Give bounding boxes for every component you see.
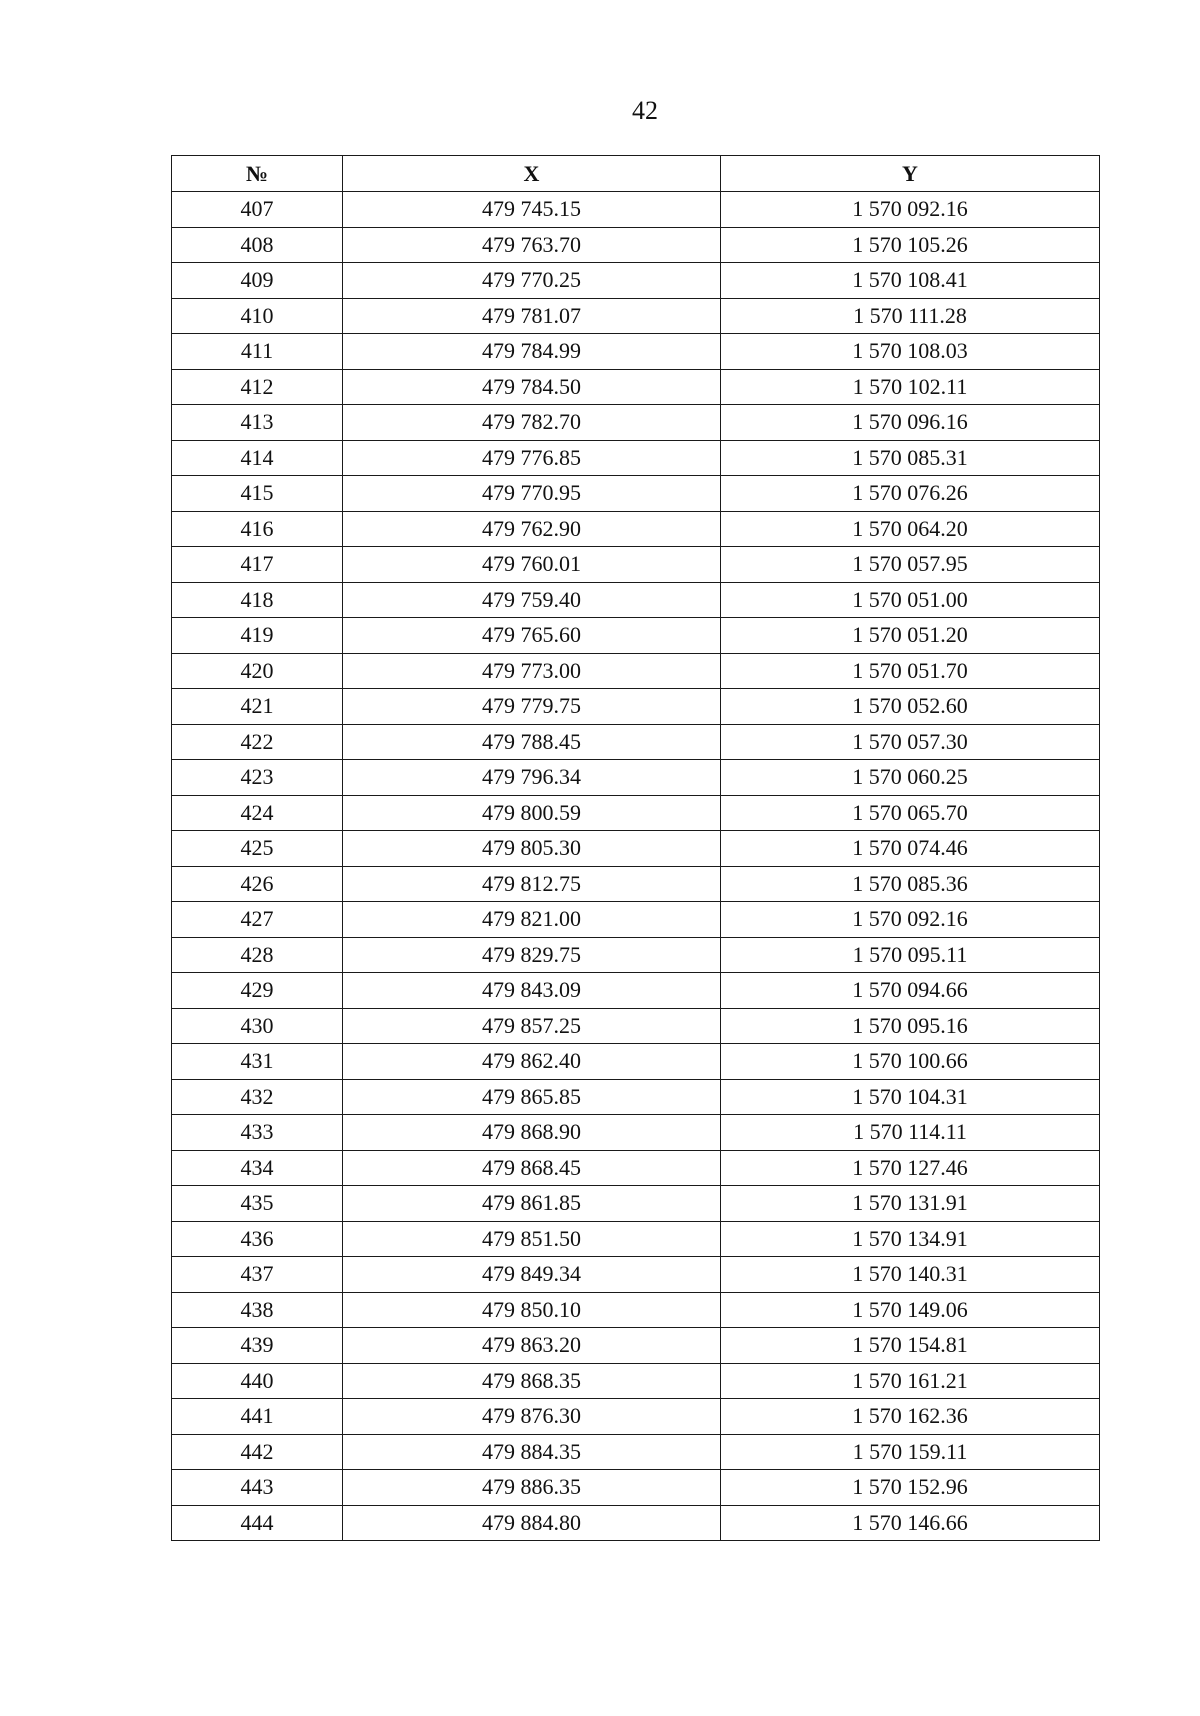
header-y: Y <box>721 156 1100 192</box>
x-coordinate-cell: 479 745.15 <box>343 192 721 228</box>
point-number-cell: 442 <box>172 1434 343 1470</box>
table-row <box>172 405 1100 441</box>
y-coordinate-cell: 1 570 131.91 <box>721 1186 1100 1222</box>
coordinates-table <box>171 155 1100 1541</box>
x-coordinate-cell: 479 849.34 <box>343 1257 721 1293</box>
y-coordinate-cell: 1 570 111.28 <box>721 298 1100 334</box>
x-coordinate-cell: 479 770.25 <box>343 263 721 299</box>
y-coordinate-cell: 1 570 095.16 <box>721 1008 1100 1044</box>
table-row <box>172 1505 1100 1541</box>
y-coordinate-cell: 1 570 146.66 <box>721 1505 1100 1541</box>
x-coordinate-cell: 479 762.90 <box>343 511 721 547</box>
table-row <box>172 1470 1100 1506</box>
table-row <box>172 618 1100 654</box>
table-row <box>172 1079 1100 1115</box>
table-row <box>172 440 1100 476</box>
table-row <box>172 1221 1100 1257</box>
y-coordinate-cell: 1 570 051.70 <box>721 653 1100 689</box>
x-coordinate-cell: 479 763.70 <box>343 227 721 263</box>
x-coordinate-cell: 479 782.70 <box>343 405 721 441</box>
table-row <box>172 937 1100 973</box>
table-row <box>172 973 1100 1009</box>
x-coordinate-cell: 479 851.50 <box>343 1221 721 1257</box>
table-row <box>172 582 1100 618</box>
table-row <box>172 795 1100 831</box>
table-row <box>172 1434 1100 1470</box>
y-coordinate-cell: 1 570 108.41 <box>721 263 1100 299</box>
point-number-cell: 423 <box>172 760 343 796</box>
table-row <box>172 1008 1100 1044</box>
x-coordinate-cell: 479 829.75 <box>343 937 721 973</box>
point-number-cell: 408 <box>172 227 343 263</box>
x-coordinate-cell: 479 784.99 <box>343 334 721 370</box>
table-row <box>172 724 1100 760</box>
point-number-cell: 434 <box>172 1150 343 1186</box>
x-coordinate-cell: 479 884.35 <box>343 1434 721 1470</box>
table-row <box>172 689 1100 725</box>
table-row <box>172 547 1100 583</box>
point-number-cell: 444 <box>172 1505 343 1541</box>
x-coordinate-cell: 479 868.45 <box>343 1150 721 1186</box>
point-number-cell: 419 <box>172 618 343 654</box>
x-coordinate-cell: 479 796.34 <box>343 760 721 796</box>
y-coordinate-cell: 1 570 074.46 <box>721 831 1100 867</box>
x-coordinate-cell: 479 776.85 <box>343 440 721 476</box>
x-coordinate-cell: 479 773.00 <box>343 653 721 689</box>
point-number-cell: 437 <box>172 1257 343 1293</box>
x-coordinate-cell: 479 857.25 <box>343 1008 721 1044</box>
x-coordinate-cell: 479 812.75 <box>343 866 721 902</box>
point-number-cell: 426 <box>172 866 343 902</box>
table-row <box>172 476 1100 512</box>
table-row <box>172 298 1100 334</box>
table-row <box>172 334 1100 370</box>
table-header-row <box>172 156 1100 192</box>
y-coordinate-cell: 1 570 105.26 <box>721 227 1100 263</box>
point-number-cell: 409 <box>172 263 343 299</box>
table-row <box>172 369 1100 405</box>
y-coordinate-cell: 1 570 051.20 <box>721 618 1100 654</box>
point-number-cell: 438 <box>172 1292 343 1328</box>
point-number-cell: 439 <box>172 1328 343 1364</box>
x-coordinate-cell: 479 784.50 <box>343 369 721 405</box>
table-row <box>172 831 1100 867</box>
y-coordinate-cell: 1 570 152.96 <box>721 1470 1100 1506</box>
x-coordinate-cell: 479 868.90 <box>343 1115 721 1151</box>
table-row <box>172 866 1100 902</box>
table-row <box>172 1328 1100 1364</box>
point-number-cell: 433 <box>172 1115 343 1151</box>
y-coordinate-cell: 1 570 162.36 <box>721 1399 1100 1435</box>
table-row <box>172 760 1100 796</box>
y-coordinate-cell: 1 570 108.03 <box>721 334 1100 370</box>
point-number-cell: 431 <box>172 1044 343 1080</box>
y-coordinate-cell: 1 570 085.31 <box>721 440 1100 476</box>
header-x: X <box>343 156 721 192</box>
point-number-cell: 432 <box>172 1079 343 1115</box>
y-coordinate-cell: 1 570 095.11 <box>721 937 1100 973</box>
x-coordinate-cell: 479 821.00 <box>343 902 721 938</box>
header-number: № <box>172 156 343 192</box>
x-coordinate-cell: 479 800.59 <box>343 795 721 831</box>
page-number: 42 <box>632 96 658 125</box>
y-coordinate-cell: 1 570 092.16 <box>721 902 1100 938</box>
point-number-cell: 414 <box>172 440 343 476</box>
y-coordinate-cell: 1 570 092.16 <box>721 192 1100 228</box>
point-number-cell: 436 <box>172 1221 343 1257</box>
x-coordinate-cell: 479 759.40 <box>343 582 721 618</box>
x-coordinate-cell: 479 862.40 <box>343 1044 721 1080</box>
x-coordinate-cell: 479 805.30 <box>343 831 721 867</box>
point-number-cell: 429 <box>172 973 343 1009</box>
point-number-cell: 410 <box>172 298 343 334</box>
x-coordinate-cell: 479 884.80 <box>343 1505 721 1541</box>
point-number-cell: 425 <box>172 831 343 867</box>
y-coordinate-cell: 1 570 102.11 <box>721 369 1100 405</box>
y-coordinate-cell: 1 570 085.36 <box>721 866 1100 902</box>
y-coordinate-cell: 1 570 114.11 <box>721 1115 1100 1151</box>
point-number-cell: 428 <box>172 937 343 973</box>
y-coordinate-cell: 1 570 154.81 <box>721 1328 1100 1364</box>
y-coordinate-cell: 1 570 052.60 <box>721 689 1100 725</box>
table-row <box>172 227 1100 263</box>
x-coordinate-cell: 479 865.85 <box>343 1079 721 1115</box>
y-coordinate-cell: 1 570 100.66 <box>721 1044 1100 1080</box>
x-coordinate-cell: 479 788.45 <box>343 724 721 760</box>
x-coordinate-cell: 479 861.85 <box>343 1186 721 1222</box>
table-row <box>172 192 1100 228</box>
point-number-cell: 415 <box>172 476 343 512</box>
point-number-cell: 421 <box>172 689 343 725</box>
point-number-cell: 412 <box>172 369 343 405</box>
x-coordinate-cell: 479 850.10 <box>343 1292 721 1328</box>
y-coordinate-cell: 1 570 051.00 <box>721 582 1100 618</box>
y-coordinate-cell: 1 570 104.31 <box>721 1079 1100 1115</box>
table-row <box>172 1257 1100 1293</box>
x-coordinate-cell: 479 868.35 <box>343 1363 721 1399</box>
x-coordinate-cell: 479 760.01 <box>343 547 721 583</box>
y-coordinate-cell: 1 570 096.16 <box>721 405 1100 441</box>
point-number-cell: 443 <box>172 1470 343 1506</box>
table-row <box>172 511 1100 547</box>
y-coordinate-cell: 1 570 065.70 <box>721 795 1100 831</box>
point-number-cell: 441 <box>172 1399 343 1435</box>
table-row <box>172 1115 1100 1151</box>
y-coordinate-cell: 1 570 064.20 <box>721 511 1100 547</box>
y-coordinate-cell: 1 570 161.21 <box>721 1363 1100 1399</box>
table-row <box>172 653 1100 689</box>
table-row <box>172 902 1100 938</box>
x-coordinate-cell: 479 863.20 <box>343 1328 721 1364</box>
point-number-cell: 430 <box>172 1008 343 1044</box>
point-number-cell: 413 <box>172 405 343 441</box>
x-coordinate-cell: 479 876.30 <box>343 1399 721 1435</box>
x-coordinate-cell: 479 886.35 <box>343 1470 721 1506</box>
point-number-cell: 417 <box>172 547 343 583</box>
table-row <box>172 1399 1100 1435</box>
table-row <box>172 1292 1100 1328</box>
y-coordinate-cell: 1 570 094.66 <box>721 973 1100 1009</box>
x-coordinate-cell: 479 843.09 <box>343 973 721 1009</box>
table-row <box>172 1044 1100 1080</box>
point-number-cell: 407 <box>172 192 343 228</box>
point-number-cell: 416 <box>172 511 343 547</box>
table-row <box>172 1150 1100 1186</box>
x-coordinate-cell: 479 765.60 <box>343 618 721 654</box>
x-coordinate-cell: 479 781.07 <box>343 298 721 334</box>
y-coordinate-cell: 1 570 057.95 <box>721 547 1100 583</box>
point-number-cell: 422 <box>172 724 343 760</box>
x-coordinate-cell: 479 779.75 <box>343 689 721 725</box>
y-coordinate-cell: 1 570 057.30 <box>721 724 1100 760</box>
point-number-cell: 427 <box>172 902 343 938</box>
point-number-cell: 420 <box>172 653 343 689</box>
point-number-cell: 424 <box>172 795 343 831</box>
y-coordinate-cell: 1 570 076.26 <box>721 476 1100 512</box>
y-coordinate-cell: 1 570 134.91 <box>721 1221 1100 1257</box>
point-number-cell: 418 <box>172 582 343 618</box>
point-number-cell: 435 <box>172 1186 343 1222</box>
y-coordinate-cell: 1 570 127.46 <box>721 1150 1100 1186</box>
table-row <box>172 1186 1100 1222</box>
y-coordinate-cell: 1 570 149.06 <box>721 1292 1100 1328</box>
y-coordinate-cell: 1 570 140.31 <box>721 1257 1100 1293</box>
point-number-cell: 440 <box>172 1363 343 1399</box>
table-body <box>172 192 1100 1541</box>
table-row <box>172 263 1100 299</box>
y-coordinate-cell: 1 570 159.11 <box>721 1434 1100 1470</box>
point-number-cell: 411 <box>172 334 343 370</box>
x-coordinate-cell: 479 770.95 <box>343 476 721 512</box>
y-coordinate-cell: 1 570 060.25 <box>721 760 1100 796</box>
table-row <box>172 1363 1100 1399</box>
